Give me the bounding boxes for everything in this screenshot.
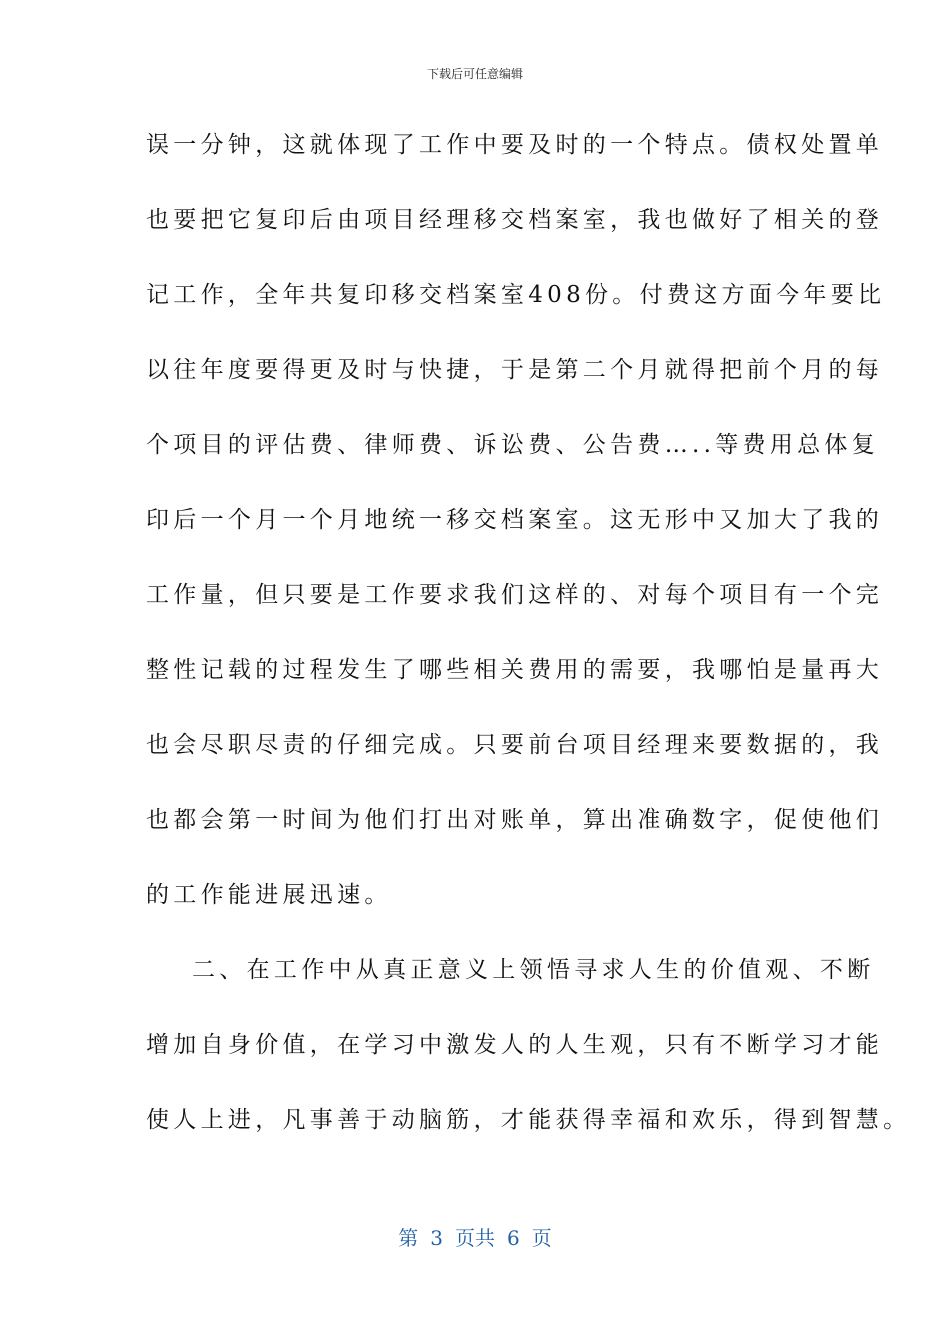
body-line: 也要把它复印后由项目经理移交档案室，我也做好了相关的登 <box>146 207 884 233</box>
page-number-footer <box>0 1224 950 1252</box>
body-line: 误一分钟，这就体现了工作中要及时的一个特点。债权处置单 <box>146 132 884 158</box>
body-line: 以往年度要得更及时与快捷，于是第二个月就得把前个月的每 <box>146 357 884 383</box>
body-line: 也会尽职尽责的仔细完成。只要前台项目经理来要数据的，我 <box>146 732 884 758</box>
body-line: 工作量，但只要是工作要求我们这样的、对每个项目有一个完 <box>146 582 884 608</box>
body-line: 的工作能进展迅速。 <box>146 882 392 908</box>
body-line: 也都会第一时间为他们打出对账单，算出准确数字，促使他们 <box>146 807 884 833</box>
footer-middle: 页共 <box>455 1226 495 1250</box>
total-page-count: 6 <box>507 1226 520 1250</box>
body-line: 记工作，全年共复印移交档案室408份。付费这方面今年要比 <box>146 282 886 308</box>
section-heading-line: 二、在工作中从真正意义上领悟寻求人生的价值观、不断 <box>192 957 875 983</box>
body-line: 整性记载的过程发生了哪些相关费用的需要，我哪怕是量再大 <box>146 657 884 683</box>
body-line: 使人上进，凡事善于动脑筋，才能获得幸福和欢乐，得到智慧。 <box>146 1107 911 1133</box>
footer-prefix: 第 <box>398 1226 419 1250</box>
page-header: 下载后可任意编辑 <box>426 67 523 81</box>
document-body <box>146 126 911 1176</box>
current-page-number: 3 <box>430 1226 443 1250</box>
body-line: 增加自身价值，在学习中激发人的人生观，只有不断学习才能 <box>146 1032 884 1058</box>
body-line: 印后一个月一个月地统一移交档案室。这无形中又加大了我的 <box>146 507 884 533</box>
footer-suffix: 页 <box>531 1226 552 1250</box>
body-line: 个项目的评估费、律师费、诉讼费、公告费…..等费用总体复 <box>146 432 880 458</box>
